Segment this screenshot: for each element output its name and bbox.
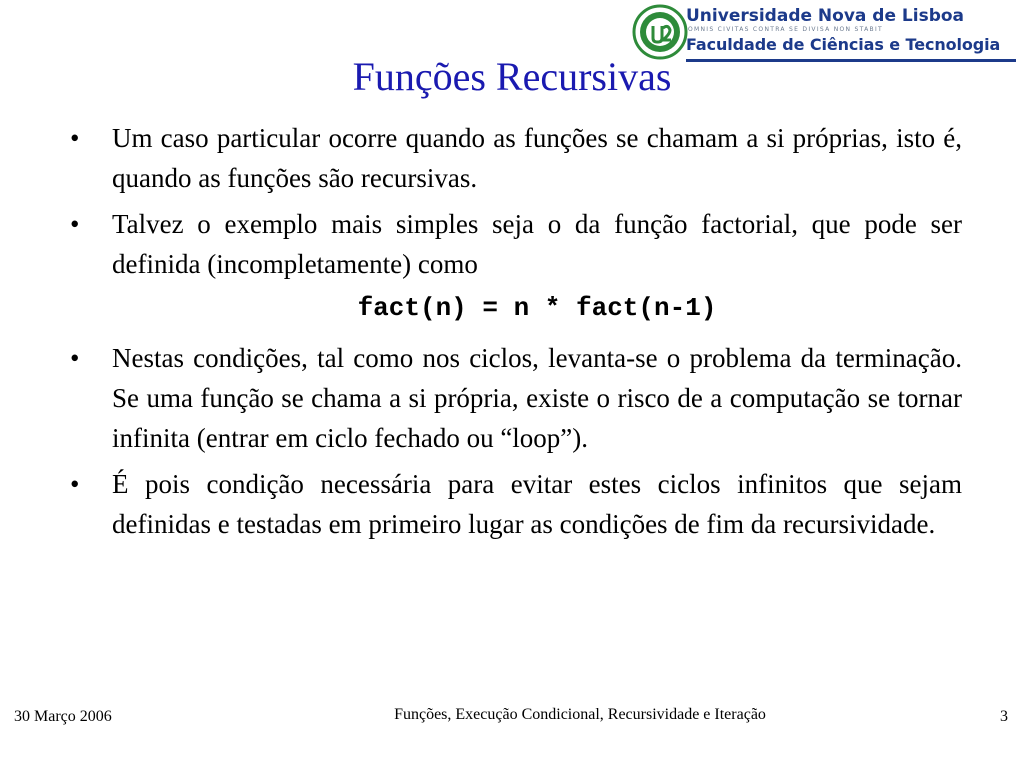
bullet-text: Um caso particular ocorre quando as funções se chamam a si próprias, isto é, quando as funções são recursivas. <box>112 123 962 193</box>
page-number: 3 <box>1000 708 1008 725</box>
footer-date: 30 Março 2006 <box>14 708 112 725</box>
bullet-icon: • <box>70 209 80 239</box>
university-name: Universidade Nova de Lisboa <box>686 6 965 26</box>
bullet-icon: • <box>70 123 80 153</box>
university-motto: OMNIS CIVITAS CONTRA SE DIVISA NON STABIT <box>688 26 883 33</box>
bullet-item <box>68 204 962 284</box>
slide-title: Funções Recursivas <box>352 54 672 99</box>
bullet-text: Nestas condições, tal como nos ciclos, levanta-se o problema da terminação. Se uma função se chama a si própria, existe o risco de a computação se tornar infinita (entrar em ciclo fechado ou “loop”). <box>112 343 962 453</box>
bullet-item <box>68 338 962 458</box>
code-example: fact(n) = n * fact(n-1) <box>357 293 717 323</box>
footer-course-title: Funções, Execução Condicional, Recursividade e Iteração <box>394 706 766 723</box>
faculty-name: Faculdade de Ciências e Tecnologia <box>686 35 1001 54</box>
bullet-text: É pois condição necessária para evitar estes ciclos infinitos que sejam definidas e testadas em primeiro lugar as condições de fim da recursividade. <box>112 469 962 539</box>
slide-body <box>68 118 962 550</box>
bullet-item <box>68 118 962 198</box>
bullet-item <box>68 464 962 544</box>
bullet-text: Talvez o exemplo mais simples seja o da função factorial, que pode ser definida (incompletamente) como <box>112 209 962 279</box>
logo-wordmark <box>686 6 1020 56</box>
bullet-icon: • <box>70 469 80 499</box>
bullet-icon: • <box>70 343 80 373</box>
